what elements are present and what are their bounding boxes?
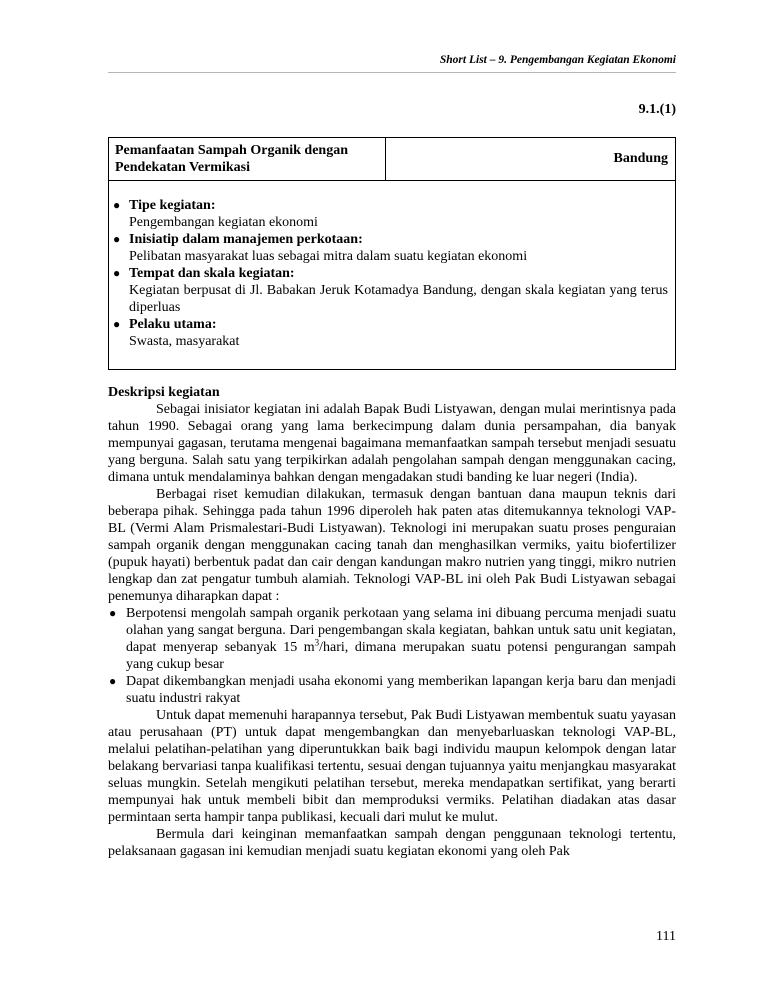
bullet-icon: ● — [113, 198, 121, 212]
activity-title: Pemanfaatan Sampah Organik dengan Pendekatan Vermikasi — [115, 143, 348, 175]
info-item-value: Kegiatan berpusat di Jl. Babakan Jeruk Kotamadya Bandung, dengan skala kegiatan yang terus diperluas — [129, 283, 668, 315]
paragraph-3: Untuk dapat memenuhi harapannya tersebut, Pak Budi Listyawan membentuk suatu yayasan atau perusahaan (PT) untuk dapat mengembangkan dan menyebarluaskan teknologi VAP-BL, melalui pelatihan-pelatihan yang diperuntukkan baik bagi individu maupun kelompok dengan latar belakang bervariasi tanpa kualifikasi tertentu, sesuai dengan tujuannya yaitu menjangkau masyarakat seluas mungkin. Setelah mengikuti pelatihan tersebut, mereka mendapatkan sertifikat, yang berarti mempunyai hak untuk membeli bibit dan memproduksi vermiks. Pelatihan diadakan atas dasar permintaan serta hampir tanpa publikasi, kecuali dari mulut ke mulut. — [108, 708, 676, 825]
info-item-type — [109, 197, 675, 231]
list-item — [108, 605, 676, 673]
running-header: Short List – 9. Pengembangan Kegiatan Ekonomi — [439, 54, 676, 66]
info-box — [108, 137, 676, 370]
info-box-header — [109, 138, 675, 181]
info-item-label: Tipe kegiatan: — [129, 198, 216, 213]
info-item-value: Swasta, masyarakat — [129, 334, 240, 349]
description-section — [108, 384, 676, 860]
info-item-location — [109, 265, 675, 316]
bullet-icon: ● — [113, 317, 121, 331]
info-item-initiative — [109, 231, 675, 265]
section-number: 9.1.(1) — [638, 102, 676, 117]
header-rule — [108, 72, 676, 73]
info-item-label: Tempat dan skala kegiatan: — [129, 266, 295, 281]
superscript-3: 3 — [314, 637, 320, 648]
info-item-label: Inisiatip dalam manajemen perkotaan: — [129, 232, 363, 247]
bullet-icon: ● — [109, 674, 117, 688]
description-heading: Deskripsi kegiatan — [108, 385, 220, 400]
expectation-list — [108, 605, 676, 707]
list-item-text-end: /hari, dimana merupakan suatu potensi pengurangan sampah yang cukup besar — [126, 640, 676, 672]
bullet-icon: ● — [113, 266, 121, 280]
paragraph-4: Bermula dari keinginan memanfaatkan sampah dengan penggunaan teknologi tertentu, pelaksanaan gagasan ini kemudian menjadi suatu kegiatan ekonomi yang oleh Pak — [108, 827, 676, 859]
info-box-body — [109, 197, 675, 350]
list-item-text: Dapat dikembangkan menjadi usaha ekonomi yang memberikan lapangan kerja baru dan menjadi suatu industri rakyat — [126, 674, 676, 706]
info-item-actors — [109, 316, 675, 350]
page-number: 111 — [656, 929, 676, 944]
info-item-value: Pelibatan masyarakat luas sebagai mitra dalam suatu kegiatan ekonomi — [129, 249, 528, 264]
info-item-value: Pengembangan kegiatan ekonomi — [129, 215, 318, 230]
header-divider — [385, 138, 386, 180]
city-label: Bandung — [613, 151, 668, 166]
bullet-icon: ● — [113, 232, 121, 246]
info-item-label: Pelaku utama: — [129, 317, 217, 332]
paragraph-1: Sebagai inisiator kegiatan ini adalah Bapak Budi Listyawan, dengan mulai merintisnya pada tahun 1990. Sebagai orang yang lama berkecimpung dalam dunia persampahan, dia banyak mempunyai gagasan, terutama mengenai bagaimana memanfaatkan sampah tersebut menjadi sesuatu yang berguna. Salah satu yang terpikirkan adalah pengolahan sampah dengan menggunakan cacing, dimana untuk mendalaminya bahkan dengan mengadakan studi banding ke luar negeri (India). — [108, 402, 676, 485]
list-item-text-start: Berpotensi mengolah sampah organik perkotaan yang selama ini dibuang percuma menjadi suatu olahan yang sangat berguna. Dari pengembangan skala kegiatan, bahkan untuk satu unit kegiatan, dapat menyerap sebanyak 15 m — [126, 606, 676, 655]
bullet-icon: ● — [109, 606, 117, 620]
list-item — [108, 673, 676, 707]
paragraph-2: Berbagai riset kemudian dilakukan, termasuk dengan bantuan dana maupun teknis dari beberapa pihak. Sehingga pada tahun 1996 diperoleh hak paten atas ditemukannya teknologi VAP-BL (Vermi Alam Prismalestari-Budi Listyawan). Teknologi ini merupakan suatu proses penguraian sampah organik dengan menggunakan cacing tanah dan menghasilkan vermiks, yaitu biofertilizer (pupuk hayati) berbentuk padat dan cair dengan kandungan makro nutrien yang tinggi, mikro nutrien lengkap dan zat pengatur tumbuh alamiah. Teknologi VAP-BL ini oleh Pak Budi Listyawan sebagai penemunya diharapkan dapat : — [108, 487, 676, 604]
